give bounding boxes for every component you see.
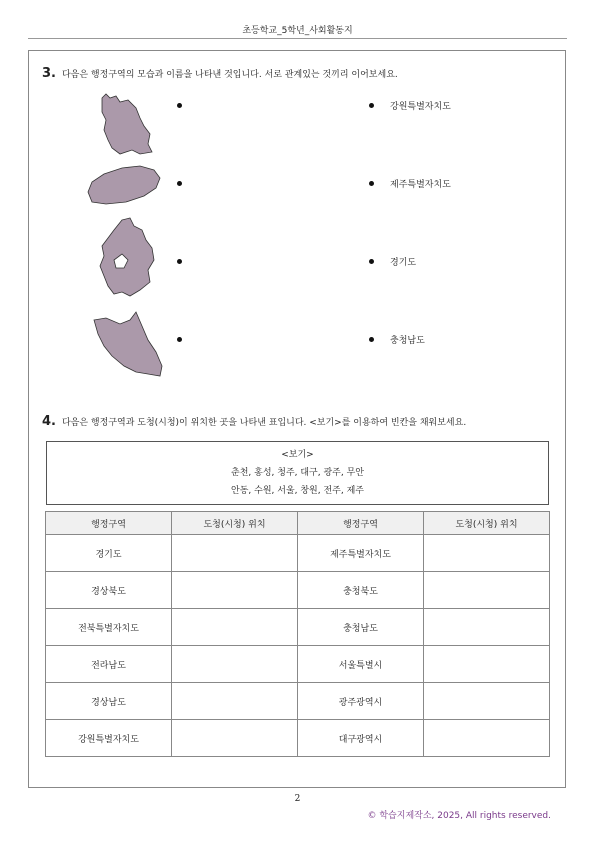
question-4-number: 4. bbox=[42, 414, 56, 429]
table-row bbox=[46, 683, 550, 720]
table-header-cell: 행정구역 bbox=[46, 512, 172, 535]
region-cell: 강원특별자치도 bbox=[46, 720, 172, 757]
region-cell: 전라남도 bbox=[46, 646, 172, 683]
table-row bbox=[46, 720, 550, 757]
copyright-notice: © 학습지제작소, 2025, All rights reserved. bbox=[367, 811, 551, 821]
option-label: 충청남도 bbox=[390, 336, 425, 346]
table-header-row bbox=[46, 512, 550, 535]
option-label: 제주특별자치도 bbox=[390, 180, 451, 190]
name-match-dot[interactable] bbox=[369, 103, 374, 108]
jeju-shape bbox=[82, 162, 164, 208]
region-cell: 충청남도 bbox=[298, 609, 424, 646]
header-divider bbox=[28, 38, 567, 39]
gyeonggi-shape bbox=[96, 216, 156, 300]
bogi-line-2: 안동, 수원, 서울, 창원, 전주, 제주 bbox=[231, 486, 364, 496]
question-3-number: 3. bbox=[42, 66, 56, 81]
bogi-box bbox=[46, 441, 549, 505]
name-match-dot[interactable] bbox=[369, 181, 374, 186]
question-4-text: 다음은 행정구역과 도청(시청)이 위치한 곳을 나타낸 표입니다. <보기>를 이용하여 빈칸을 채워보세요. bbox=[61, 418, 467, 428]
table-row bbox=[46, 646, 550, 683]
question-3 bbox=[42, 66, 398, 81]
shape-match-dot[interactable] bbox=[177, 337, 182, 342]
region-cell: 서울특별시 bbox=[298, 646, 424, 683]
shape-match-dot[interactable] bbox=[177, 259, 182, 264]
region-cell: 경기도 bbox=[46, 535, 172, 572]
option-label: 강원특별자치도 bbox=[390, 102, 451, 112]
gangwon-shape bbox=[88, 92, 158, 158]
answer-cell[interactable] bbox=[424, 572, 550, 609]
bogi-title: <보기> bbox=[281, 450, 314, 460]
table-header-cell: 도청(시청) 위치 bbox=[172, 512, 298, 535]
answer-cell[interactable] bbox=[424, 683, 550, 720]
page-header: 초등학교_5학년_사회활동지 bbox=[242, 26, 353, 36]
region-cell: 제주특별자치도 bbox=[298, 535, 424, 572]
answer-cell[interactable] bbox=[172, 535, 298, 572]
answer-cell[interactable] bbox=[172, 683, 298, 720]
table-header-cell: 행정구역 bbox=[298, 512, 424, 535]
page-number: 2 bbox=[294, 794, 301, 804]
answer-cell[interactable] bbox=[172, 720, 298, 757]
question-3-text: 다음은 행정구역의 모습과 이름을 나타낸 것입니다. 서로 관계있는 것끼리 이어보세요. bbox=[61, 70, 398, 80]
region-cell: 광주광역시 bbox=[298, 683, 424, 720]
region-cell: 경상북도 bbox=[46, 572, 172, 609]
answer-cell[interactable] bbox=[172, 646, 298, 683]
answer-cell[interactable] bbox=[424, 535, 550, 572]
answer-cell[interactable] bbox=[424, 720, 550, 757]
answer-cell[interactable] bbox=[172, 609, 298, 646]
name-match-dot[interactable] bbox=[369, 337, 374, 342]
name-match-dot[interactable] bbox=[369, 259, 374, 264]
answer-cell[interactable] bbox=[424, 609, 550, 646]
region-cell: 경상남도 bbox=[46, 683, 172, 720]
answer-cell[interactable] bbox=[424, 646, 550, 683]
option-label: 경기도 bbox=[390, 258, 417, 268]
table-row bbox=[46, 609, 550, 646]
region-cell: 대구광역시 bbox=[298, 720, 424, 757]
answer-table bbox=[45, 511, 550, 757]
bogi-line-1: 춘천, 홍성, 청주, 대구, 광주, 무안 bbox=[231, 468, 364, 478]
answer-cell[interactable] bbox=[172, 572, 298, 609]
table-row bbox=[46, 535, 550, 572]
table-header-cell: 도청(시청) 위치 bbox=[424, 512, 550, 535]
region-cell: 충청북도 bbox=[298, 572, 424, 609]
shape-match-dot[interactable] bbox=[177, 103, 182, 108]
table-row bbox=[46, 572, 550, 609]
chungnam-shape bbox=[90, 310, 166, 380]
question-4 bbox=[42, 414, 466, 429]
shape-match-dot[interactable] bbox=[177, 181, 182, 186]
region-cell: 전북특별자치도 bbox=[46, 609, 172, 646]
